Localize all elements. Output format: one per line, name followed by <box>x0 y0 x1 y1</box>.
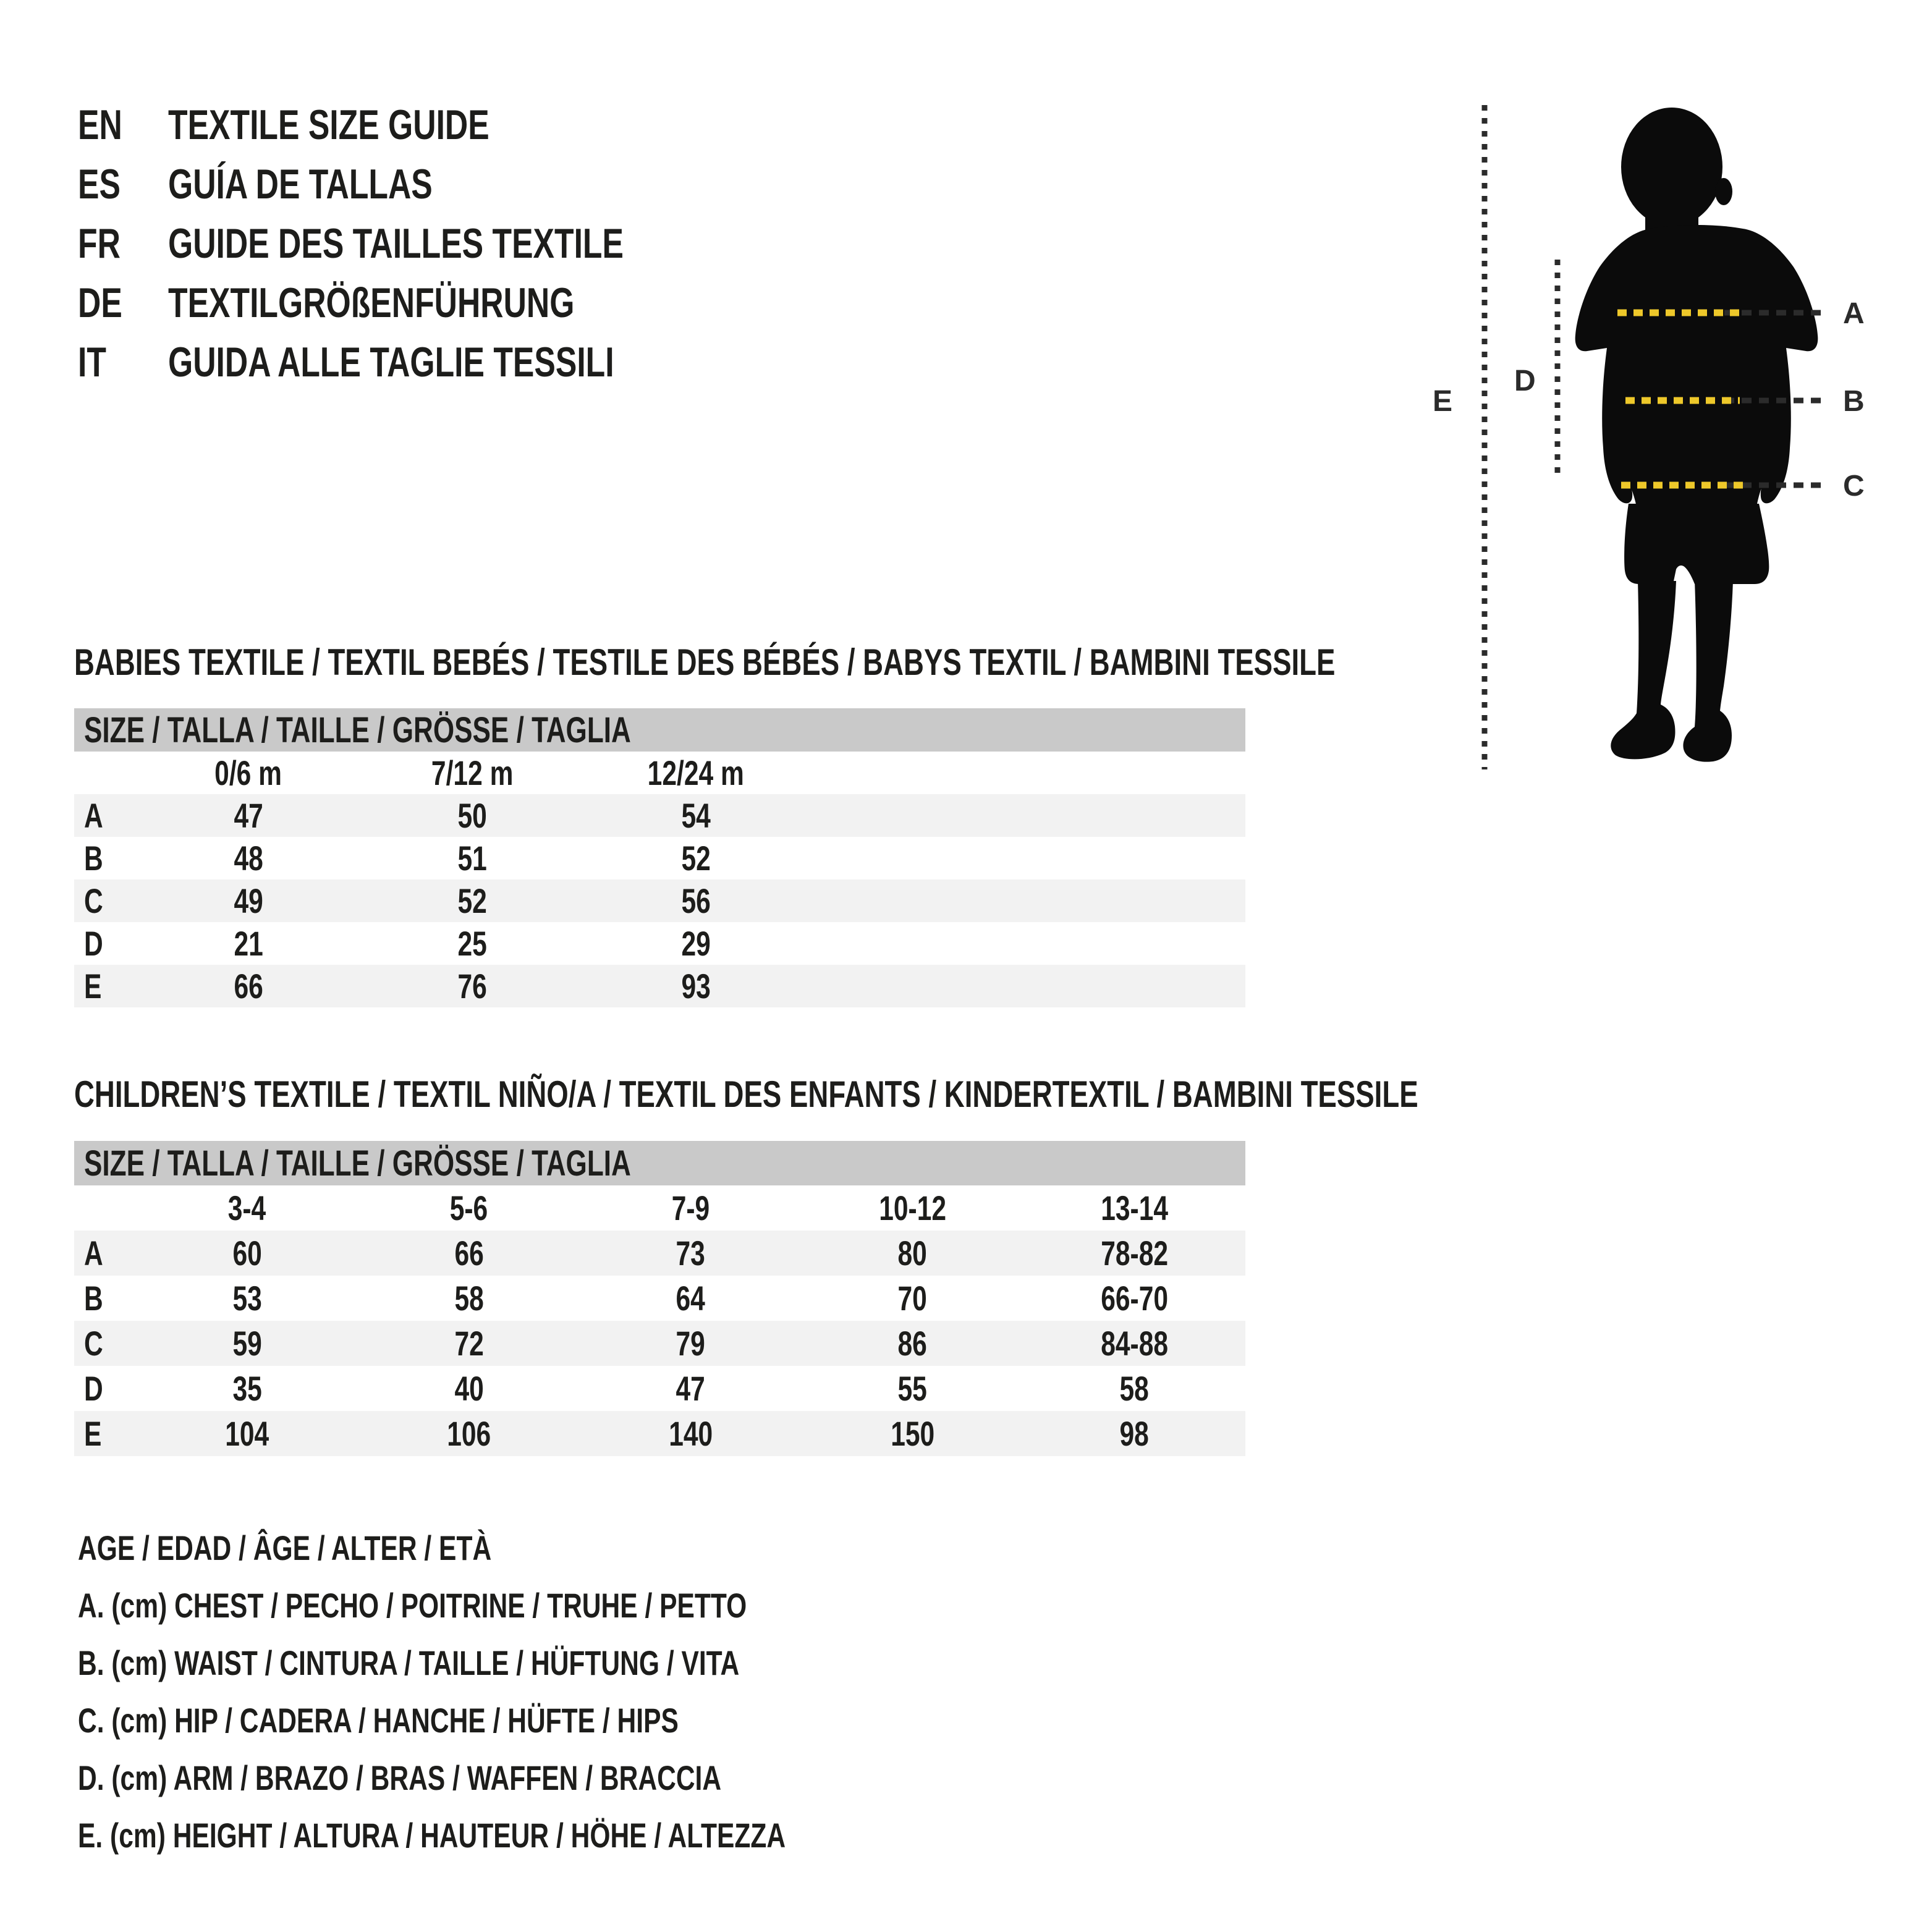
babies-size-header-bar: SIZE / TALLA / TAILLE / GRÖSSE / TAGLIA <box>74 708 1245 752</box>
cell-value: 93 <box>681 967 711 1006</box>
figure-label-b: B <box>1843 385 1865 418</box>
column-header: 7-9 <box>671 1188 710 1227</box>
lang-title: GUIDE DES TAILLES TEXTILE <box>168 220 624 267</box>
row-label: A <box>84 796 103 835</box>
cell-value: 40 <box>454 1369 484 1408</box>
legend-arm: D. (cm) ARM / BRAZO / BRAS / WAFFEN / BRACCIA <box>78 1758 722 1797</box>
cell-value: 21 <box>234 924 263 963</box>
lang-row-fr <box>78 214 768 273</box>
cell-value: 106 <box>447 1414 491 1453</box>
cell-value: 59 <box>232 1324 262 1363</box>
lang-code: EN <box>78 101 122 148</box>
cell-value: 58 <box>1119 1369 1150 1408</box>
child-silhouette-diagram <box>1415 74 1932 816</box>
children-size-header-bar: SIZE / TALLA / TAILLE / GRÖSSE / TAGLIA <box>74 1141 1245 1185</box>
legend-height: E. (cm) HEIGHT / ALTURA / HAUTEUR / HÖHE / ALTEZZA <box>78 1816 786 1855</box>
lang-row-it <box>78 333 768 392</box>
cell-value: 64 <box>676 1279 706 1318</box>
cell-value: 79 <box>676 1324 706 1363</box>
table-row <box>74 965 1245 1007</box>
lang-code: ES <box>78 161 121 208</box>
language-title-list <box>78 95 768 392</box>
children-section-title: CHILDREN’S TEXTILE / TEXTIL NIÑO/A / TEXTIL DES ENFANTS / KINDERTEXTIL / BAMBINI TESSILE <box>74 1074 1418 1115</box>
measurement-figure <box>1415 74 1932 816</box>
figure-label-d: D <box>1514 365 1536 397</box>
cell-value: 66 <box>234 967 263 1006</box>
cell-value: 47 <box>234 796 263 835</box>
table-row <box>74 1321 1245 1366</box>
cell-value: 60 <box>232 1234 262 1273</box>
row-label: E <box>84 967 102 1006</box>
cell-value: 56 <box>681 881 711 920</box>
cell-value: 52 <box>457 881 487 920</box>
cell-value: 54 <box>681 796 711 835</box>
children-size-table <box>74 1141 1245 1456</box>
legend-hip: C. (cm) HIP / CADERA / HANCHE / HÜFTE / HIPS <box>78 1701 679 1740</box>
children-column-header-row <box>74 1185 1245 1231</box>
table-row <box>74 837 1245 879</box>
cell-value: 50 <box>457 796 487 835</box>
column-header: 13-14 <box>1101 1188 1168 1227</box>
babies-column-header-row <box>74 752 1245 794</box>
table-row <box>74 1276 1245 1321</box>
column-header: 5-6 <box>449 1188 488 1227</box>
table-row <box>74 922 1245 965</box>
column-header: 3-4 <box>227 1188 266 1227</box>
cell-value: 70 <box>897 1279 928 1318</box>
cell-value: 48 <box>234 839 263 878</box>
cell-value: 86 <box>897 1324 928 1363</box>
cell-value: 35 <box>232 1369 262 1408</box>
cell-value: 52 <box>681 839 711 878</box>
lang-row-es <box>78 155 768 214</box>
table-row <box>74 794 1245 837</box>
lang-row-de <box>78 273 768 333</box>
lang-title: TEXTILGRÖßENFÜHRUNG <box>168 279 575 326</box>
row-label: B <box>84 839 103 878</box>
column-header: 10-12 <box>879 1188 946 1227</box>
row-label: D <box>84 924 103 963</box>
measurement-legend <box>78 1519 1009 1864</box>
column-header: 0/6 m <box>214 753 282 792</box>
cell-value: 73 <box>676 1234 706 1273</box>
cell-value: 80 <box>897 1234 928 1273</box>
lang-code: IT <box>78 339 106 386</box>
cell-value: 25 <box>457 924 487 963</box>
cell-value: 76 <box>457 967 487 1006</box>
cell-value: 84-88 <box>1101 1324 1168 1363</box>
cell-value: 29 <box>681 924 711 963</box>
lang-title: GUÍA DE TALLAS <box>168 161 433 208</box>
cell-value: 53 <box>232 1279 262 1318</box>
lang-row-en <box>78 95 768 155</box>
column-header: 7/12 m <box>431 753 514 792</box>
babies-size-table <box>74 708 1245 1007</box>
table-row <box>74 1411 1245 1456</box>
cell-value: 78-82 <box>1101 1234 1168 1273</box>
cell-value: 72 <box>454 1324 484 1363</box>
lang-code: FR <box>78 220 121 267</box>
cell-value: 58 <box>454 1279 484 1318</box>
cell-value: 104 <box>225 1414 269 1453</box>
table-row <box>74 1231 1245 1276</box>
cell-value: 98 <box>1119 1414 1150 1453</box>
cell-value: 49 <box>234 881 263 920</box>
figure-label-a: A <box>1843 297 1865 330</box>
lang-code: DE <box>78 279 122 326</box>
babies-section-title: BABIES TEXTILE / TEXTIL BEBÉS / TESTILE DES BÉBÉS / BABYS TEXTIL / BAMBINI TESSILE <box>74 642 1336 683</box>
cell-value: 51 <box>457 839 487 878</box>
legend-waist: B. (cm) WAIST / CINTURA / TAILLE / HÜFTUNG / VITA <box>78 1643 740 1682</box>
row-label: E <box>84 1414 102 1453</box>
table-row <box>74 879 1245 922</box>
table-row <box>74 1366 1245 1411</box>
figure-label-e: E <box>1433 385 1453 418</box>
column-header: 12/24 m <box>647 753 745 792</box>
row-label: C <box>84 881 103 920</box>
legend-age: AGE / EDAD / ÂGE / ALTER / ETÀ <box>78 1528 492 1567</box>
row-label: A <box>84 1234 103 1273</box>
cell-value: 140 <box>669 1414 713 1453</box>
cell-value: 55 <box>897 1369 928 1408</box>
lang-title: TEXTILE SIZE GUIDE <box>168 101 489 148</box>
row-label: D <box>84 1369 103 1408</box>
legend-chest: A. (cm) CHEST / PECHO / POITRINE / TRUHE / PETTO <box>78 1586 747 1625</box>
cell-value: 66-70 <box>1101 1279 1168 1318</box>
row-label: C <box>84 1324 103 1363</box>
row-label: B <box>84 1279 103 1318</box>
cell-value: 47 <box>676 1369 706 1408</box>
lang-title: GUIDA ALLE TAGLIE TESSILI <box>168 339 614 386</box>
cell-value: 66 <box>454 1234 484 1273</box>
cell-value: 150 <box>891 1414 935 1453</box>
figure-label-c: C <box>1843 470 1865 502</box>
